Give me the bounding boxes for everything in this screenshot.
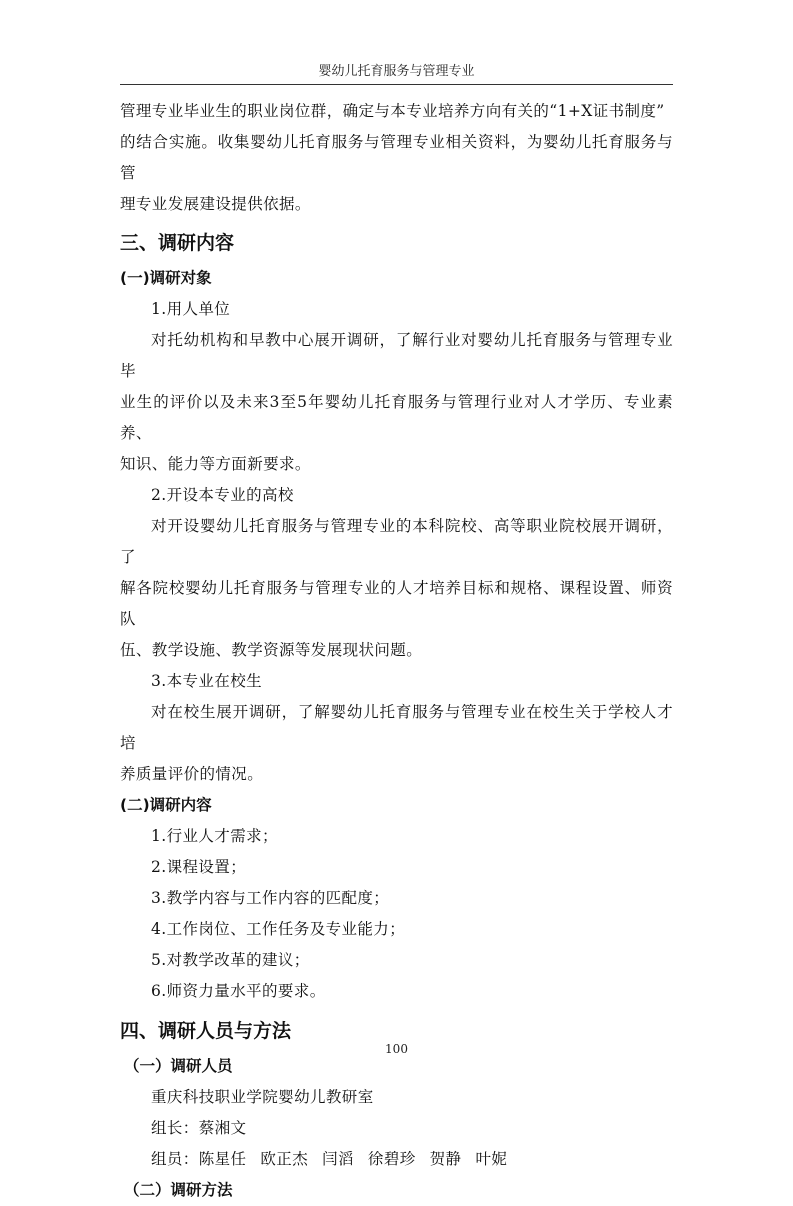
list-item: 4.工作岗位、工作任务及专业能力；: [151, 920, 406, 938]
org-name: 重庆科技职业学院婴幼儿教研室: [151, 1088, 374, 1106]
list-item: 3.教学内容与工作内容的匹配度；: [151, 889, 390, 907]
item-employers-text-3: 知识、能力等方面新要求。: [120, 455, 311, 473]
member-name: 闫滔: [322, 1150, 354, 1168]
member-name: 欧正杰: [260, 1150, 309, 1168]
intro-line-1: 管理专业毕业生的职业岗位群，确定与本专业培养方向有关的“1+X证书制度”: [120, 102, 665, 120]
member-name: 叶妮: [475, 1150, 508, 1168]
item-students-text-2: 养质量评价的情况。: [120, 765, 264, 783]
intro-line-2: 的结合实施。收集婴幼儿托育服务与管理专业相关资料，为婴幼儿托育服务与管: [120, 133, 673, 182]
list-item: 5.对教学改革的建议；: [151, 951, 310, 969]
item-employers-text-2: 业生的评价以及未来3至5年婴幼儿托育服务与管理行业对人才学历、专业素养、: [120, 393, 673, 442]
member-name: 陈星任: [198, 1150, 247, 1168]
page-number: 100: [385, 1042, 408, 1056]
item-universities-text-3: 伍、教学设施、教学资源等发展现状问题。: [120, 641, 423, 659]
item-students-title: 3.本专业在校生: [151, 672, 262, 690]
section-heading-personnel-methods: 四、调研人员与方法: [120, 1020, 292, 1042]
team-members: [120, 1144, 673, 1175]
intro-line-3: 理专业发展建设提供依据。: [120, 195, 311, 213]
item-employers-title: 1.用人单位: [151, 300, 231, 318]
team-leader: 组长：蔡湘文: [151, 1119, 247, 1137]
header-rule: [120, 84, 673, 85]
item-universities-text-1: 对开设婴幼儿托育服务与管理专业的本科院校、高等职业院校展开调研，了: [120, 517, 673, 566]
list-item: 2.课程设置；: [151, 858, 247, 876]
member-name: 徐碧珍: [367, 1150, 416, 1168]
subheading-survey-objects: (一)调研对象: [120, 269, 212, 287]
item-universities-title: 2.开设本专业的高校: [151, 486, 294, 504]
item-universities-text-2: 解各院校婴幼儿托育服务与管理专业的人才培养目标和规格、课程设置、师资队: [120, 579, 673, 628]
page-body: [120, 96, 673, 1206]
subheading-methods: （二）调研方法: [124, 1181, 233, 1199]
item-employers-text-1: 对托幼机构和早教中心展开调研，了解行业对婴幼儿托育服务与管理专业毕: [120, 331, 673, 380]
members-label: 组员：: [151, 1150, 199, 1168]
running-header: 婴幼儿托育服务与管理专业: [318, 64, 475, 79]
subheading-survey-content: (二)调研内容: [120, 796, 212, 814]
list-item: 1.行业人才需求；: [151, 827, 278, 845]
item-students-text-1: 对在校生展开调研，了解婴幼儿托育服务与管理专业在校生关于学校人才培: [120, 703, 673, 752]
member-name: 贺静: [429, 1150, 462, 1168]
list-item: 6.师资力量水平的要求。: [151, 982, 326, 1000]
subheading-personnel: （一）调研人员: [124, 1057, 233, 1075]
section-heading-survey-content: 三、调研内容: [120, 232, 235, 254]
